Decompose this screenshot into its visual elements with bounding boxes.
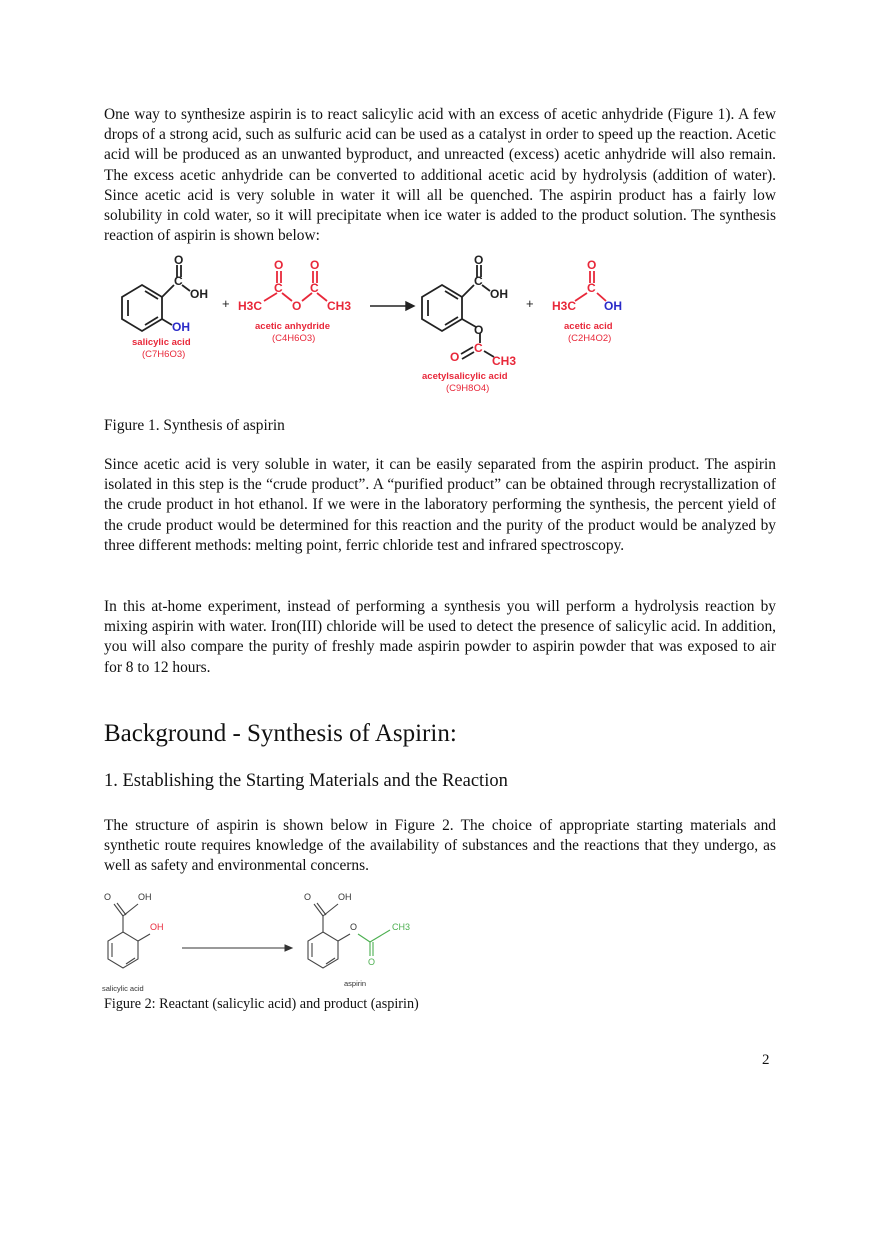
crude-product-paragraph: Since acetic acid is very soluble in water, it can be easily separated from the aspirin product. The aspirin isolated in this step is the “crude product”. A “purified product” can be obtained through recrystallization of the crude product in hot ethanol. If we were in the laboratory performing the synthesis, the percent yield of the crude product would be determined for this reaction and the purity of the product would be analyzed by three different methods: melting point, ferric chloride test and infrared spectroscopy. [104, 456, 776, 554]
at-home-paragraph: In this at-home experiment, instead of performing a synthesis you will perform a hydrolysis reaction by mixing aspirin with water. Iron(III) chloride will be used to detect the presence of salicylic acid. In addition, you will also compare the purity of freshly made aspirin powder to aspirin powder that was exposed to air for 8 to 12 hours. [104, 598, 776, 676]
salicylic-c-atom: C [174, 274, 183, 288]
fig2-aspirin-o: O [304, 892, 312, 902]
acetylsalicylic-acid-structure [422, 265, 494, 359]
product-ch3: CH3 [492, 354, 517, 368]
anhydride-o1: O [274, 258, 284, 272]
anhydride-c2: C [310, 281, 319, 295]
figure-1-caption: Figure 1. Synthesis of aspirin [104, 417, 285, 434]
salicylic-oh2-atom: OH [172, 320, 190, 334]
salicylic-o-atom: O [174, 255, 184, 267]
section-heading: Background - Synthesis of Aspirin: [104, 720, 457, 747]
figure-2-reaction-diagram [100, 880, 430, 995]
product-c-ester: C [474, 341, 483, 355]
salicylic-acid-label: salicylic acid [132, 337, 191, 348]
fig2-reaction-arrow [182, 945, 292, 951]
product-c-top: C [474, 274, 483, 288]
fig2-ester-o: O [350, 922, 358, 932]
intro-paragraph: One way to synthesize aspirin is to react salicylic acid with an excess of acetic anhydride (Figure 1). A few drops of a strong acid, such as sulfuric acid can be used as a catalyst in order to speed up the reaction. Acetic acid will be produced as an unwanted byproduct, and unreacted (excess) acetic anhydride will also remain. The excess acetic anhydride can be converted to additional acetic acid by hydrolysis (addition of water). Since acetic acid is very soluble in water it will all be quenched. The aspirin product has a fairly low solubility in cold water, so it will precipitate when ice water is added to the product solution. The synthesis reaction of aspirin is shown below: [104, 106, 776, 245]
fig2-acetyl-group [358, 930, 390, 956]
salicylic-oh-atom: OH [190, 287, 208, 301]
acetic-anhydride-formula: (C4H6O3) [272, 333, 316, 344]
reaction-arrow [370, 302, 414, 310]
anhydride-h3c: H3C [238, 299, 263, 313]
anhydride-o2: O [310, 258, 320, 272]
product-ester-o: O [474, 323, 484, 337]
page-number: 2 [762, 1052, 770, 1068]
anhydride-ch3: CH3 [327, 299, 352, 313]
fig2-salicylic-acid-structure [108, 903, 150, 968]
plus-sign-2: + [526, 296, 534, 311]
plus-sign-1: + [222, 296, 230, 311]
fig2-salicylic-label: salicylic acid [102, 984, 144, 993]
acetic-h3c: H3C [552, 299, 577, 313]
acetic-acid-formula: (C2H4O2) [568, 333, 612, 344]
product-o-top: O [474, 255, 484, 267]
fig2-o: O [104, 892, 112, 902]
acetic-oh: OH [604, 299, 622, 313]
fig2-oh: OH [138, 892, 152, 902]
fig2-red-oh: OH [150, 922, 164, 932]
fig2-ch3: CH3 [392, 922, 411, 932]
structure-paragraph: The structure of aspirin is shown below in Figure 2. The choice of appropriate starting materials and synthetic route requires knowledge of the availability of substances and the reactions that they undergo, as well as safety and environmental concerns. [104, 817, 776, 875]
fig2-carbonyl-o: O [368, 957, 376, 967]
acetic-acid-label: acetic acid [564, 321, 613, 332]
anhydride-bridge-o: O [292, 299, 302, 313]
acetylsalicylic-acid-formula: (C9H8O4) [446, 383, 490, 394]
figure-1-synthesis-diagram [112, 255, 632, 405]
acetic-anhydride-label: acetic anhydride [255, 321, 330, 332]
acetic-c: C [587, 281, 596, 295]
anhydride-c1: C [274, 281, 283, 295]
acetic-o: O [587, 258, 597, 272]
fig2-aspirin-label: aspirin [344, 979, 367, 988]
figure-2-caption: Figure 2: Reactant (salicylic acid) and product (aspirin) [104, 996, 419, 1012]
fig2-aspirin-structure [308, 903, 350, 968]
product-o-ester: O [450, 350, 460, 364]
fig2-aspirin-oh: OH [338, 892, 352, 902]
subsection-heading: 1. Establishing the Starting Materials and the Reaction [104, 771, 508, 791]
product-oh: OH [490, 287, 508, 301]
acetylsalicylic-acid-label: acetylsalicylic acid [422, 371, 508, 382]
salicylic-acid-formula: (C7H6O3) [142, 349, 186, 360]
